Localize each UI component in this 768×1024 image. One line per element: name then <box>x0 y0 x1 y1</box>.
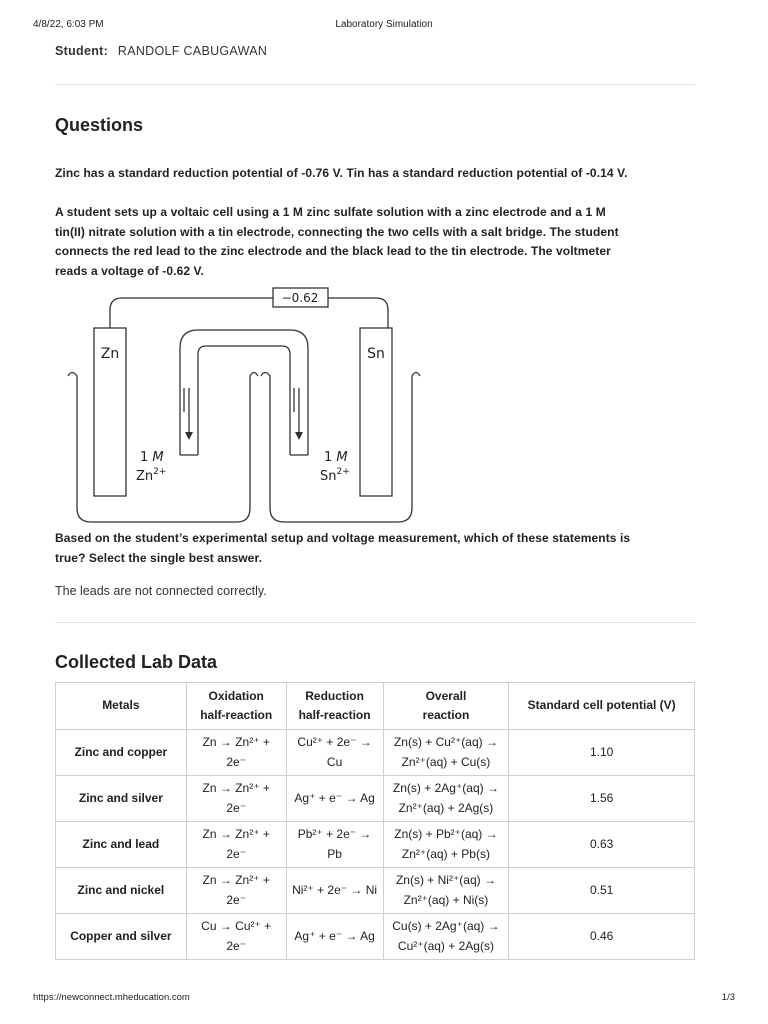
lab-data-table <box>55 682 695 960</box>
left-ion: $Zn^{2+}$ <box>136 467 167 484</box>
voltmeter-reading: −0.62 <box>281 291 319 305</box>
oxidation-cell: Zn → Zn²⁺ + 2e⁻ <box>186 868 286 914</box>
metals-cell: Copper and silver <box>56 914 187 960</box>
metals-cell: Zinc and nickel <box>56 868 187 914</box>
potential-cell: 1.56 <box>509 776 695 822</box>
print-url: https://newconnect.mheducation.com <box>33 992 190 1003</box>
metals-cell: Zinc and lead <box>56 822 187 868</box>
question-intro: Zinc has a standard reduction potential of -0.76 V. Tin has a standard reduction potential of -0.14 V. <box>55 166 628 180</box>
col-header-reduction: Reduction half-reaction <box>286 683 383 730</box>
right-concentration: 1 M <box>324 450 348 465</box>
oxidation-cell: Zn → Zn²⁺ + 2e⁻ <box>186 730 286 776</box>
student-line <box>55 44 695 58</box>
right-ion: $Sn^{2+}$ <box>320 467 350 484</box>
col-header-metals: Metals <box>56 683 187 730</box>
right-wire <box>328 298 388 328</box>
prompt-line: Based on the student’s experimental setup and voltage measurement, which of these statements is <box>55 531 631 545</box>
table-row <box>56 868 695 914</box>
table-row <box>56 776 695 822</box>
sn-label: Sn <box>367 346 385 362</box>
oxidation-cell: Cu → Cu²⁺ + 2e⁻ <box>186 914 286 960</box>
potential-cell: 0.51 <box>509 868 695 914</box>
col-header-oxidation: Oxidation half-reaction <box>186 683 286 730</box>
potential-cell: 0.46 <box>509 914 695 960</box>
selected-answer: The leads are not connected correctly. <box>55 584 267 598</box>
overall-cell: Zn(s) + Pb²⁺(aq) → Zn²⁺(aq) + Pb(s) <box>383 822 509 868</box>
student-label: Student: <box>55 44 109 58</box>
setup-line: connects the red lead to the zinc electrode and the black lead to the tin electrode. The voltmeter <box>55 244 611 258</box>
setup-line: tin(II) nitrate solution with a tin electrode, connecting the two cells with a salt bridge. The student <box>55 224 619 239</box>
question-setup <box>55 203 695 281</box>
reduction-cell: Pb²⁺ + 2e⁻ → Pb <box>286 822 383 868</box>
divider <box>55 622 695 623</box>
potential-cell: 1.10 <box>509 730 695 776</box>
print-header <box>33 19 735 31</box>
lab-data-heading: Collected Lab Data <box>55 652 218 672</box>
page-number: 1/3 <box>721 992 735 1003</box>
right-beaker <box>261 373 420 523</box>
metals-cell: Zinc and silver <box>56 776 187 822</box>
divider <box>55 84 695 85</box>
col-header-potential: Standard cell potential (V) <box>509 683 695 730</box>
potential-cell: 0.63 <box>509 822 695 868</box>
oxidation-cell: Zn → Zn²⁺ + 2e⁻ <box>186 822 286 868</box>
reduction-cell: Cu²⁺ + 2e⁻ → Cu <box>286 730 383 776</box>
voltaic-cell-diagram <box>58 280 428 530</box>
print-title: Laboratory Simulation <box>335 19 433 30</box>
reduction-cell: Ag⁺ + e⁻ → Ag <box>286 914 383 960</box>
overall-cell: Zn(s) + Cu²⁺(aq) → Zn²⁺(aq) + Cu(s) <box>383 730 509 776</box>
metals-cell: Zinc and copper <box>56 730 187 776</box>
overall-cell: Cu(s) + 2Ag⁺(aq) → Cu²⁺(aq) + 2Ag(s) <box>383 914 509 960</box>
student-name: RANDOLF CABUGAWAN <box>117 44 268 58</box>
left-concentration: 1 M <box>140 450 164 465</box>
reduction-cell: Ni²⁺ + 2e⁻ → Ni <box>286 868 383 914</box>
oxidation-cell: Zn → Zn²⁺ + 2e⁻ <box>186 776 286 822</box>
setup-line: reads a voltage of -0.62 V. <box>55 263 204 278</box>
question-prompt <box>55 529 695 568</box>
salt-bridge-inner <box>198 346 290 455</box>
col-header-overall: Overall reaction <box>383 683 509 730</box>
overall-cell: Zn(s) + 2Ag⁺(aq) → Zn²⁺(aq) + 2Ag(s) <box>383 776 509 822</box>
zn-label: Zn <box>100 346 120 362</box>
questions-heading: Questions <box>55 115 144 135</box>
prompt-line: true? Select the single best answer. <box>55 550 263 565</box>
reduction-cell: Ag⁺ + e⁻ → Ag <box>286 776 383 822</box>
overall-cell: Zn(s) + Ni²⁺(aq) → Zn²⁺(aq) + Ni(s) <box>383 868 509 914</box>
table-header-row <box>56 683 695 730</box>
print-date: 4/8/22, 6:03 PM <box>33 19 104 30</box>
left-wire <box>110 298 273 328</box>
table-row <box>56 914 695 960</box>
table-row <box>56 730 695 776</box>
table-row <box>56 822 695 868</box>
setup-line: A student sets up a voltaic cell using a 1 M zinc sulfate solution with a zinc electrode and a 1 M <box>55 205 606 219</box>
